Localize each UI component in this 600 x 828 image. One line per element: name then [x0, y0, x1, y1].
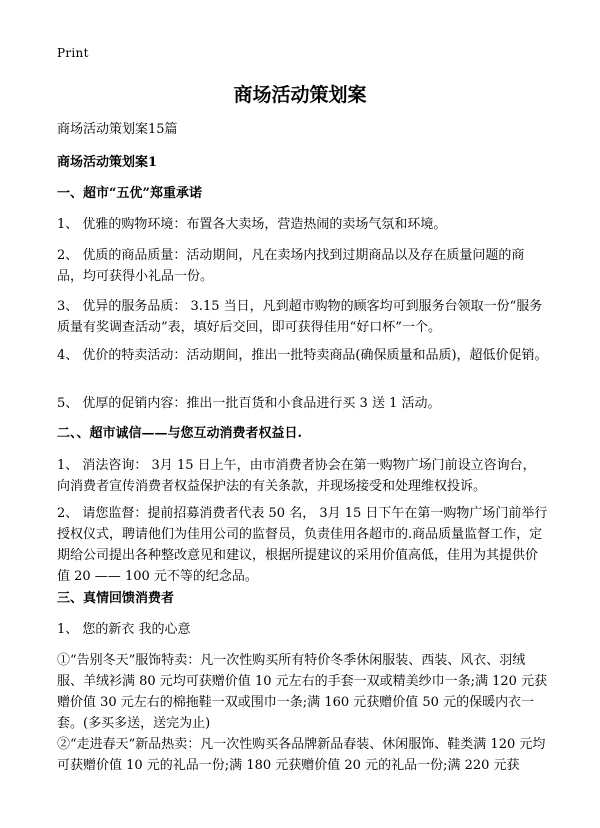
print-label: Print: [57, 46, 89, 60]
paragraph-4: 4、 优价的特卖活动：活动期间，推出一批特卖商品(确保质量和品质)，超低价促销。: [57, 348, 548, 363]
heading-1: 一、超市“五优”郑重承诺: [57, 186, 202, 201]
heading-3: 三、真情回馈消费者: [57, 591, 175, 606]
page-title: 商场活动策划案: [233, 84, 367, 106]
paragraph-8: 1、 您的新衣 我的心意: [57, 622, 191, 637]
paragraph-9: ①“告别冬天”服饰特卖：凡一次性购买所有特价冬季休闲服装、西装、风衣、羽绒服、羊绒衫满 80 元均可获赠价值 10 元左右的手套一双或精美纱巾一条;满 120 元获赠价值 30 元左右的棉拖鞋一双或围巾一条;满 160 元获赠价值 50 元的保暖内衣一套。(多买多送，送完为止): [57, 653, 548, 731]
heading-2: 二、、超市诚信——与您互动消费者权益日.: [57, 426, 303, 441]
section-title: 商场活动策划案1: [57, 155, 158, 170]
paragraph-6: 1、 消法咨询： 3月 15 日上午，由市消费者协会在第一购物广场门前设立咨询台，向消费者宣传消费者权益保护法的有关条款，并现场接受和处理维权投诉。: [57, 458, 536, 494]
paragraph-3: 3、 优异的服务品质： 3.15 当日，凡到超市购物的顾客均可到服务台领取一份“服务质量有奖调查活动”表，填好后交回，即可获得佳用“好口杯”一个。: [57, 299, 543, 335]
paragraph-7: 2、 请您监督：提前招募消费者代表 50 名， 3月 15 日下午在第一购物广场门前举行授权仪式，聘请他们为佳用公司的监督员，负责佳用各超市的.商品质量监督工作，定期给公司提出各种整改意见和建议，根据所提建议的采用价值高低，佳用为其提供价值 20 —— 100 元不等的纪念品。: [57, 506, 548, 584]
paragraph-2: 2、 优质的商品质量：活动期间，凡在卖场内找到过期商品以及存在质量问题的商品，均可获得小礼品一份。: [57, 248, 525, 284]
paragraph-5: 5、 优厚的促销内容：推出一批百货和小食品进行买 3 送 1 活动。: [57, 396, 441, 411]
paragraph-1: 1、 优雅的购物环境：布置各大卖场，营造热闹的卖场气氛和环境。: [57, 217, 447, 232]
doc-subtitle: 商场活动策划案15篇: [57, 122, 178, 137]
paragraph-10: ②“走进春天”新品热卖：凡一次性购买各品牌新品春装、休闲服饰、鞋类满 120 元均可获赠价值 10 元的礼品一份;满 180 元获赠价值 20 元的礼品一份;满 220 元获: [57, 737, 546, 773]
